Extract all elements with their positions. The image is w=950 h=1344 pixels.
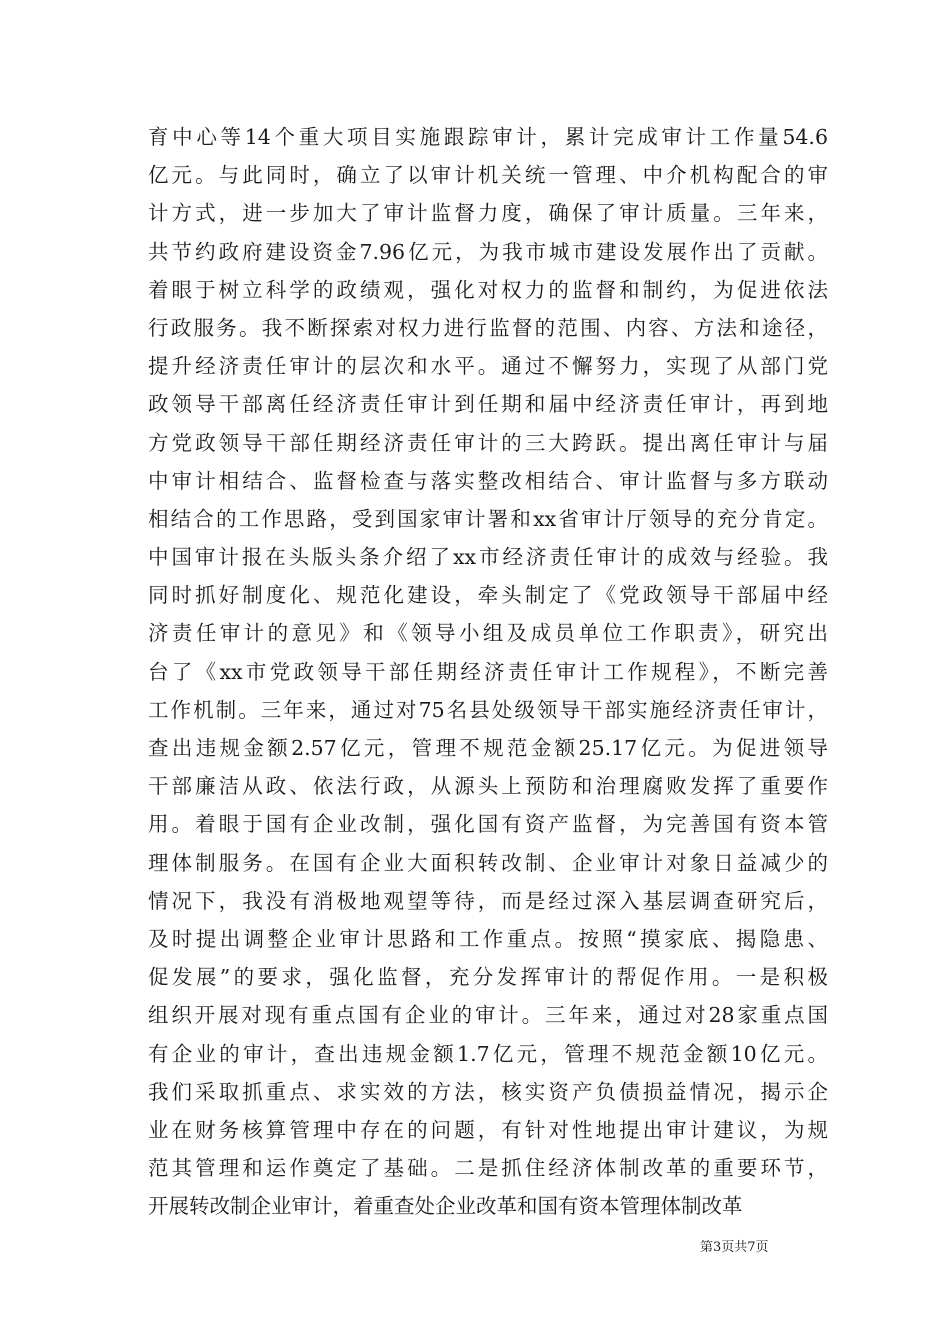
text-line: 行政服务。我不断探索对权力进行监督的范围、内容、方法和途径， (148, 315, 828, 340)
text-line: 政领导干部离任经济责任审计到任期和届中经济责任审计，再到地 (148, 392, 828, 417)
text-line: 相结合的工作思路，受到国家审计署和xx省审计厅领导的充分肯定。 (148, 506, 828, 531)
text-line: 开展转改制企业审计，着重查处企业改革和国有资本管理体制改革 (148, 1194, 743, 1219)
text-line: 组织开展对现有重点国有企业的审计。三年来，通过对28家重点国 (148, 1003, 828, 1028)
text-line: 中审计相结合、监督检查与落实整改相结合、审计监督与多方联动 (148, 468, 828, 493)
text-line: 共节约政府建设资金7.96亿元，为我市城市建设发展作出了贡献。 (148, 239, 828, 264)
text-line: 育中心等14个重大项目实施跟踪审计，累计完成审计工作量54.6 (148, 125, 828, 149)
text-line: 查出违规金额2.57亿元，管理不规范金额25.17亿元。为促进领导 (148, 736, 828, 760)
text-line: 计方式，进一步加大了审计监督力度，确保了审计质量。三年来， (148, 201, 828, 226)
text-line: 业在财务核算管理中存在的问题，有针对性地提出审计建议，为规 (148, 1117, 828, 1142)
page-number-footer: 第3页共7页 (700, 1240, 769, 1255)
text-line: 干部廉洁从政、依法行政，从源头上预防和治理腐败发挥了重要作 (148, 774, 828, 799)
text-line: 促发展”的要求，强化监督，充分发挥审计的帮促作用。一是积极 (148, 965, 828, 990)
text-line: 理体制服务。在国有企业大面积转改制、企业审计对象日益减少的 (148, 850, 828, 875)
text-line: 方党政领导干部任期经济责任审计的三大跨跃。提出离任审计与届 (148, 430, 828, 455)
text-line: 提升经济责任审计的层次和水平。通过不懈努力，实现了从部门党 (148, 354, 828, 379)
text-line: 工作机制。三年来，通过对75名县处级领导干部实施经济责任审计， (148, 697, 828, 722)
text-line: 范其管理和运作奠定了基础。二是抓住经济体制改革的重要环节， (148, 1156, 828, 1181)
text-line: 有企业的审计，查出违规金额1.7亿元，管理不规范金额10亿元。 (148, 1041, 828, 1066)
text-line: 我们采取抓重点、求实效的方法，核实资产负债损益情况，揭示企 (148, 1079, 828, 1104)
text-line: 同时抓好制度化、规范化建设，牵头制定了《党政领导干部届中经 (148, 583, 828, 608)
text-line: 济责任审计的意见》和《领导小组及成员单位工作职责》，研究出 (148, 621, 828, 646)
text-line: 亿元。与此同时，确立了以审计机关统一管理、中介机构配合的审 (148, 163, 828, 188)
text-line: 台了《xx市党政领导干部任期经济责任审计工作规程》，不断完善 (148, 659, 828, 684)
text-line: 及时提出调整企业审计思路和工作重点。按照“摸家底、揭隐患、 (148, 926, 828, 951)
body-paragraph (148, 118, 828, 1225)
text-line: 中国审计报在头版头条介绍了xx市经济责任审计的成效与经验。我 (148, 545, 828, 570)
text-line: 着眼于树立科学的政绩观，强化对权力的监督和制约，为促进依法 (148, 277, 828, 302)
text-line: 情况下，我没有消极地观望等待，而是经过深入基层调查研究后， (148, 888, 828, 913)
text-line: 用。着眼于国有企业改制，强化国有资产监督，为完善国有资本管 (148, 812, 828, 837)
